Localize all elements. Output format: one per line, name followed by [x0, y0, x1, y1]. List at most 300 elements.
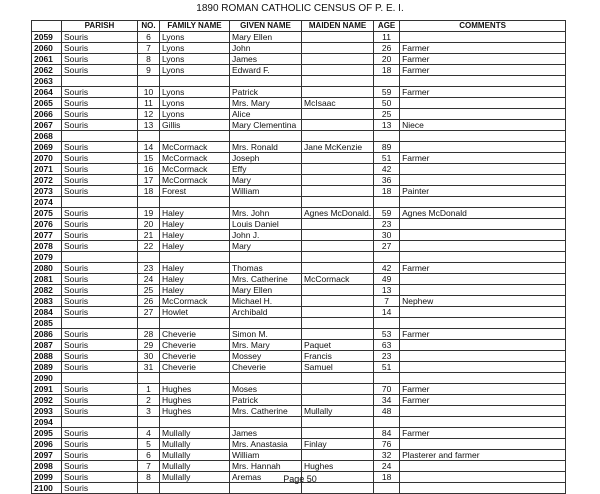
table-row — [32, 450, 566, 461]
number-cell: 13 — [138, 120, 160, 131]
parish-cell — [62, 318, 138, 329]
parish-cell — [62, 373, 138, 384]
comments-cell — [400, 175, 566, 186]
parish-cell — [62, 252, 138, 263]
given-name-cell: Aremas — [230, 472, 302, 483]
age-cell: 89 — [374, 142, 400, 153]
comments-cell: Niece — [400, 120, 566, 131]
number-cell: 18 — [138, 186, 160, 197]
comments-cell: Plasterer and farmer — [400, 450, 566, 461]
maiden-name-cell — [302, 43, 374, 54]
record-id: 2065 — [32, 98, 62, 109]
table-row — [32, 263, 566, 274]
given-name-cell: Alice — [230, 109, 302, 120]
age-cell: 25 — [374, 109, 400, 120]
age-cell: 84 — [374, 428, 400, 439]
number-cell — [138, 373, 160, 384]
number-cell: 12 — [138, 109, 160, 120]
table-row — [32, 362, 566, 373]
parish-cell — [62, 76, 138, 87]
page-number: Page 50 — [283, 474, 317, 484]
age-cell — [374, 373, 400, 384]
parish-cell: Souris — [62, 340, 138, 351]
age-cell: 32 — [374, 450, 400, 461]
table-row — [32, 329, 566, 340]
parish-cell: Souris — [62, 43, 138, 54]
table-row — [32, 219, 566, 230]
table-row — [32, 175, 566, 186]
family-name-cell: McCormack — [160, 296, 230, 307]
parish-cell: Souris — [62, 274, 138, 285]
parish-cell: Souris — [62, 472, 138, 483]
number-cell: 5 — [138, 439, 160, 450]
given-name-cell: Mossey — [230, 351, 302, 362]
number-cell: 29 — [138, 340, 160, 351]
age-cell: 51 — [374, 153, 400, 164]
given-name-cell: Mrs. Mary — [230, 98, 302, 109]
maiden-name-cell — [302, 120, 374, 131]
comments-cell — [400, 32, 566, 43]
comments-cell — [400, 417, 566, 428]
record-id: 2059 — [32, 32, 62, 43]
table-row — [32, 351, 566, 362]
family-name-cell — [160, 76, 230, 87]
parish-cell: Souris — [62, 164, 138, 175]
record-id: 2073 — [32, 186, 62, 197]
maiden-name-cell — [302, 241, 374, 252]
maiden-name-cell — [302, 186, 374, 197]
record-id: 2088 — [32, 351, 62, 362]
given-name-cell: Mrs. Anastasia — [230, 439, 302, 450]
comments-cell — [400, 307, 566, 318]
family-name-cell: Lyons — [160, 98, 230, 109]
table-row — [32, 32, 566, 43]
comments-cell — [400, 98, 566, 109]
comments-cell — [400, 285, 566, 296]
age-cell — [374, 318, 400, 329]
maiden-name-cell — [302, 54, 374, 65]
age-cell: 59 — [374, 87, 400, 98]
record-id: 2064 — [32, 87, 62, 98]
record-id: 2086 — [32, 329, 62, 340]
comments-cell: Farmer — [400, 87, 566, 98]
given-name-cell: Moses — [230, 384, 302, 395]
table-row — [32, 142, 566, 153]
family-name-cell: McCormack — [160, 175, 230, 186]
age-cell: 18 — [374, 65, 400, 76]
maiden-name-cell — [302, 230, 374, 241]
table-row — [32, 230, 566, 241]
record-id: 2074 — [32, 197, 62, 208]
family-name-cell: Forest — [160, 186, 230, 197]
comments-cell — [400, 142, 566, 153]
given-name-cell: Thomas — [230, 263, 302, 274]
table-row — [32, 406, 566, 417]
table-row — [32, 417, 566, 428]
age-cell: 70 — [374, 384, 400, 395]
maiden-name-cell — [302, 175, 374, 186]
col-parish: PARISH — [62, 21, 138, 32]
family-name-cell: Lyons — [160, 32, 230, 43]
number-cell — [138, 197, 160, 208]
comments-cell — [400, 274, 566, 285]
record-id: 2078 — [32, 241, 62, 252]
parish-cell — [62, 131, 138, 142]
comments-cell: Agnes McDonald — [400, 208, 566, 219]
comments-cell — [400, 252, 566, 263]
record-id: 2085 — [32, 318, 62, 329]
record-id: 2081 — [32, 274, 62, 285]
table-row — [32, 252, 566, 263]
maiden-name-cell — [302, 263, 374, 274]
parish-cell — [62, 417, 138, 428]
given-name-cell — [230, 131, 302, 142]
number-cell: 21 — [138, 230, 160, 241]
parish-cell: Souris — [62, 65, 138, 76]
number-cell: 2 — [138, 395, 160, 406]
given-name-cell: Archibald — [230, 307, 302, 318]
age-cell: 36 — [374, 175, 400, 186]
maiden-name-cell: McIsaac — [302, 98, 374, 109]
col-family-name: FAMILY NAME — [160, 21, 230, 32]
record-id: 2063 — [32, 76, 62, 87]
parish-cell: Souris — [62, 362, 138, 373]
comments-cell: Farmer — [400, 428, 566, 439]
number-cell: 8 — [138, 472, 160, 483]
number-cell: 3 — [138, 406, 160, 417]
family-name-cell: Lyons — [160, 65, 230, 76]
number-cell: 28 — [138, 329, 160, 340]
number-cell: 4 — [138, 428, 160, 439]
family-name-cell: Cheverie — [160, 329, 230, 340]
given-name-cell: John — [230, 43, 302, 54]
parish-cell: Souris — [62, 329, 138, 340]
maiden-name-cell: Paquet — [302, 340, 374, 351]
parish-cell: Souris — [62, 208, 138, 219]
age-cell: 27 — [374, 241, 400, 252]
record-id: 2100 — [32, 483, 62, 494]
number-cell: 27 — [138, 307, 160, 318]
age-cell: 13 — [374, 285, 400, 296]
comments-cell: Farmer — [400, 384, 566, 395]
parish-cell: Souris — [62, 428, 138, 439]
maiden-name-cell: Samuel — [302, 362, 374, 373]
number-cell: 7 — [138, 43, 160, 54]
given-name-cell: Mary Ellen — [230, 285, 302, 296]
given-name-cell: Mary — [230, 241, 302, 252]
maiden-name-cell — [302, 76, 374, 87]
number-cell: 20 — [138, 219, 160, 230]
table-row — [32, 296, 566, 307]
given-name-cell — [230, 318, 302, 329]
given-name-cell: Mrs. Catherine — [230, 406, 302, 417]
number-cell: 23 — [138, 263, 160, 274]
maiden-name-cell: Jane McKenzie — [302, 142, 374, 153]
parish-cell: Souris — [62, 153, 138, 164]
family-name-cell: Lyons — [160, 54, 230, 65]
maiden-name-cell — [302, 329, 374, 340]
given-name-cell: Cheverie — [230, 362, 302, 373]
comments-cell: Farmer — [400, 43, 566, 54]
family-name-cell: Lyons — [160, 43, 230, 54]
table-row — [32, 120, 566, 131]
record-id: 2076 — [32, 219, 62, 230]
record-id: 2092 — [32, 395, 62, 406]
family-name-cell — [160, 131, 230, 142]
comments-cell — [400, 406, 566, 417]
col-given-name: GIVEN NAME — [230, 21, 302, 32]
family-name-cell: Haley — [160, 263, 230, 274]
table-row — [32, 76, 566, 87]
parish-cell: Souris — [62, 461, 138, 472]
maiden-name-cell — [302, 131, 374, 142]
parish-cell — [62, 197, 138, 208]
age-cell: 14 — [374, 307, 400, 318]
age-cell: 42 — [374, 263, 400, 274]
table-row — [32, 65, 566, 76]
maiden-name-cell — [302, 373, 374, 384]
age-cell: 23 — [374, 351, 400, 362]
age-cell: 53 — [374, 329, 400, 340]
family-name-cell: McCormack — [160, 142, 230, 153]
maiden-name-cell — [302, 417, 374, 428]
table-row — [32, 197, 566, 208]
record-id: 2066 — [32, 109, 62, 120]
maiden-name-cell — [302, 450, 374, 461]
number-cell: 17 — [138, 175, 160, 186]
record-id: 2082 — [32, 285, 62, 296]
number-cell: 7 — [138, 461, 160, 472]
family-name-cell: Hughes — [160, 384, 230, 395]
age-cell: 20 — [374, 54, 400, 65]
parish-cell: Souris — [62, 98, 138, 109]
comments-cell: Farmer — [400, 153, 566, 164]
age-cell: 76 — [374, 439, 400, 450]
number-cell: 1 — [138, 384, 160, 395]
given-name-cell: Mrs. Ronald — [230, 142, 302, 153]
record-id: 2097 — [32, 450, 62, 461]
number-cell: 9 — [138, 65, 160, 76]
table-row — [32, 384, 566, 395]
family-name-cell: Gillis — [160, 120, 230, 131]
col-maiden-name: MAIDEN NAME — [302, 21, 374, 32]
table-row — [32, 439, 566, 450]
maiden-name-cell: Hughes — [302, 461, 374, 472]
given-name-cell: Simon M. — [230, 329, 302, 340]
age-cell: 24 — [374, 461, 400, 472]
number-cell — [138, 131, 160, 142]
age-cell: 26 — [374, 43, 400, 54]
record-id: 2093 — [32, 406, 62, 417]
family-name-cell: Haley — [160, 219, 230, 230]
table-row — [32, 340, 566, 351]
family-name-cell: Haley — [160, 274, 230, 285]
maiden-name-cell — [302, 65, 374, 76]
record-id: 2077 — [32, 230, 62, 241]
parish-cell: Souris — [62, 87, 138, 98]
family-name-cell: Mullally — [160, 450, 230, 461]
family-name-cell — [160, 373, 230, 384]
given-name-cell: Joseph — [230, 153, 302, 164]
family-name-cell: Mullally — [160, 439, 230, 450]
number-cell: 19 — [138, 208, 160, 219]
maiden-name-cell — [302, 197, 374, 208]
col-comments: COMMENTS — [400, 21, 566, 32]
age-cell: 59 — [374, 208, 400, 219]
col-record — [32, 21, 62, 32]
record-id: 2095 — [32, 428, 62, 439]
maiden-name-cell — [302, 318, 374, 329]
family-name-cell: Cheverie — [160, 340, 230, 351]
comments-cell: Farmer — [400, 395, 566, 406]
age-cell: 18 — [374, 186, 400, 197]
given-name-cell: William — [230, 186, 302, 197]
record-id: 2099 — [32, 472, 62, 483]
record-id: 2091 — [32, 384, 62, 395]
record-id: 2071 — [32, 164, 62, 175]
number-cell: 15 — [138, 153, 160, 164]
family-name-cell — [160, 318, 230, 329]
table-row — [32, 318, 566, 329]
maiden-name-cell — [302, 164, 374, 175]
record-id: 2070 — [32, 153, 62, 164]
age-cell: 18 — [374, 472, 400, 483]
comments-cell — [400, 461, 566, 472]
maiden-name-cell — [302, 285, 374, 296]
number-cell: 22 — [138, 241, 160, 252]
comments-cell — [400, 197, 566, 208]
comments-cell: Farmer — [400, 54, 566, 65]
given-name-cell: Patrick — [230, 87, 302, 98]
table-row — [32, 43, 566, 54]
parish-cell: Souris — [62, 219, 138, 230]
family-name-cell — [160, 417, 230, 428]
table-row — [32, 109, 566, 120]
parish-cell: Souris — [62, 439, 138, 450]
parish-cell: Souris — [62, 120, 138, 131]
given-name-cell: Mary Ellen — [230, 32, 302, 43]
given-name-cell: James — [230, 428, 302, 439]
maiden-name-cell — [302, 153, 374, 164]
family-name-cell: McCormack — [160, 153, 230, 164]
record-id: 2083 — [32, 296, 62, 307]
parish-cell: Souris — [62, 285, 138, 296]
age-cell — [374, 252, 400, 263]
parish-cell: Souris — [62, 32, 138, 43]
number-cell: 16 — [138, 164, 160, 175]
record-id: 2069 — [32, 142, 62, 153]
number-cell: 6 — [138, 450, 160, 461]
age-cell — [374, 76, 400, 87]
parish-cell: Souris — [62, 230, 138, 241]
maiden-name-cell: Agnes McDonald. — [302, 208, 374, 219]
given-name-cell: Mary Clementina — [230, 120, 302, 131]
age-cell: 51 — [374, 362, 400, 373]
comments-cell — [400, 219, 566, 230]
comments-cell — [400, 373, 566, 384]
given-name-cell: Mrs. John — [230, 208, 302, 219]
table-row — [32, 186, 566, 197]
col-no: NO. — [138, 21, 160, 32]
number-cell: 30 — [138, 351, 160, 362]
age-cell: 48 — [374, 406, 400, 417]
record-id: 2060 — [32, 43, 62, 54]
maiden-name-cell — [302, 428, 374, 439]
family-name-cell: Hughes — [160, 395, 230, 406]
age-cell: 23 — [374, 219, 400, 230]
record-id: 2098 — [32, 461, 62, 472]
record-id: 2062 — [32, 65, 62, 76]
age-cell: 7 — [374, 296, 400, 307]
record-id: 2061 — [32, 54, 62, 65]
table-row — [32, 131, 566, 142]
given-name-cell: Edward F. — [230, 65, 302, 76]
record-id: 2067 — [32, 120, 62, 131]
header-row — [32, 21, 566, 32]
maiden-name-cell — [302, 395, 374, 406]
number-cell: 10 — [138, 87, 160, 98]
age-cell: 13 — [374, 120, 400, 131]
parish-cell: Souris — [62, 142, 138, 153]
family-name-cell — [160, 252, 230, 263]
table-row — [32, 373, 566, 384]
maiden-name-cell — [302, 296, 374, 307]
comments-cell: Farmer — [400, 65, 566, 76]
parish-cell: Souris — [62, 384, 138, 395]
table-row — [32, 285, 566, 296]
table-row — [32, 307, 566, 318]
family-name-cell: Mullally — [160, 428, 230, 439]
page-title: 1890 ROMAN CATHOLIC CENSUS OF P. E. I. — [196, 3, 404, 14]
age-cell: 49 — [374, 274, 400, 285]
table-row — [32, 164, 566, 175]
comments-cell — [400, 109, 566, 120]
comments-cell — [400, 362, 566, 373]
number-cell: 6 — [138, 32, 160, 43]
table-row — [32, 87, 566, 98]
parish-cell: Souris — [62, 406, 138, 417]
family-name-cell: Howlet — [160, 307, 230, 318]
age-cell — [374, 417, 400, 428]
number-cell: 26 — [138, 296, 160, 307]
given-name-cell: Patrick — [230, 395, 302, 406]
parish-cell: Souris — [62, 186, 138, 197]
family-name-cell: Cheverie — [160, 351, 230, 362]
parish-cell: Souris — [62, 54, 138, 65]
given-name-cell — [230, 76, 302, 87]
parish-cell: Souris — [62, 307, 138, 318]
record-id: 2084 — [32, 307, 62, 318]
maiden-name-cell — [302, 87, 374, 98]
family-name-cell: Mullally — [160, 472, 230, 483]
comments-cell — [400, 131, 566, 142]
age-cell: 34 — [374, 395, 400, 406]
maiden-name-cell — [302, 32, 374, 43]
record-id: 2096 — [32, 439, 62, 450]
number-cell: 8 — [138, 54, 160, 65]
record-id: 2068 — [32, 131, 62, 142]
age-cell: 50 — [374, 98, 400, 109]
comments-cell — [400, 439, 566, 450]
col-age: AGE — [374, 21, 400, 32]
number-cell — [138, 417, 160, 428]
table-row — [32, 98, 566, 109]
parish-cell: Souris — [62, 263, 138, 274]
comments-cell — [400, 318, 566, 329]
comments-cell: Nephew — [400, 296, 566, 307]
family-name-cell: Haley — [160, 285, 230, 296]
maiden-name-cell — [302, 307, 374, 318]
